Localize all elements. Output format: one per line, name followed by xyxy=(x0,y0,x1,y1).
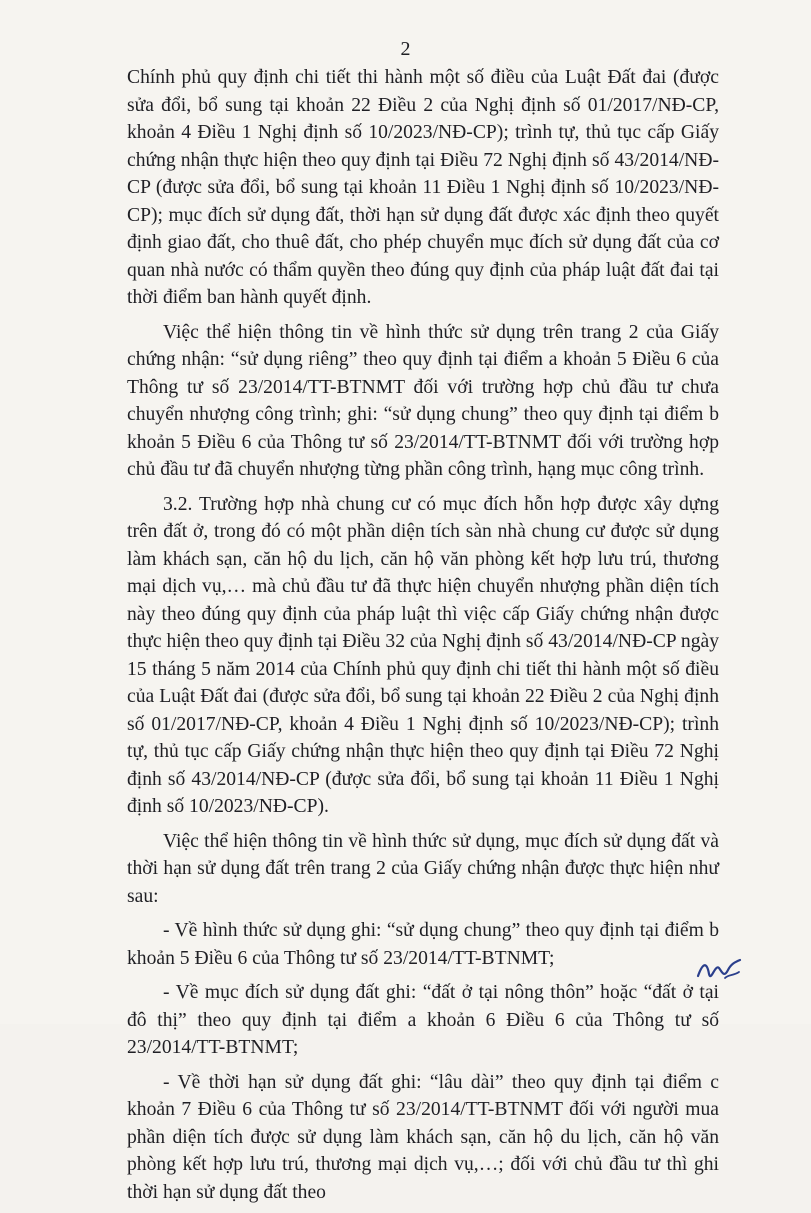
bullet-usage-form: - Về hình thức sử dụng ghi: “sử dụng chung” theo quy định tại điểm b khoản 5 Điều 6 của Thông tư số 23/2014/TT-BTNMT; xyxy=(127,920,719,969)
bullet-land-purpose: - Về mục đích sử dụng đất ghi: “đất ở tại nông thôn” hoặc “đất ở tại đô thị” theo quy định tại điểm a khoản 6 Điều 6 của Thông tư số 23/2014/TT-BTNMT; xyxy=(127,982,719,1058)
page-number: 2 xyxy=(400,38,411,60)
document-body xyxy=(127,64,719,1213)
paragraph-info-display: Việc thể hiện thông tin về hình thức sử dụng, mục đích sử dụng đất và thời hạn sử dụng đất trên trang 2 của Giấy chứng nhận được thực hiện như sau: xyxy=(127,830,719,907)
paragraph-continuation: Chính phủ quy định chi tiết thi hành một số điều của Luật Đất đai (được sửa đổi, bổ sung tại khoản 22 Điều 2 của Nghị định số 01/2017/NĐ-CP, khoản 4 Điều 1 Nghị định số 10/2023/NĐ-CP); trình tự, thủ tục cấp Giấy chứng nhận thực hiện theo quy định tại Điều 72 Nghị định số 43/2014/NĐ-CP (được sửa đổi, bổ sung tại khoản 11 Điều 1 Nghị định số 10/2023/NĐ-CP); mục đích sử dụng đất, thời hạn sử dụng đất được xác định theo quyết định giao đất, cho thuê đất, cho phép chuyển mục đích sử dụng đất của cơ quan nhà nước có thẩm quyền theo đúng quy định của pháp luật đất đai tại thời điểm ban hành quyết định. xyxy=(127,67,719,308)
bullet-land-term: - Về thời hạn sử dụng đất ghi: “lâu dài” theo quy định tại điểm c khoản 7 Điều 6 của Thông tư số 23/2014/TT-BTNMT đối với người mua phần diện tích được sử dụng làm khách sạn, căn hộ du lịch, căn hộ văn phòng kết hợp lưu trú, thương mại dịch vụ,…; đối với chủ đầu tư thì ghi thời hạn sử dụng đất theo xyxy=(127,1071,719,1203)
paragraph-section-3-2: 3.2. Trường hợp nhà chung cư có mục đích hỗn hợp được xây dựng trên đất ở, trong đó có một phần diện tích sàn nhà chung cư được sử dụng làm khách sạn, căn hộ du lịch, căn hộ văn phòng kết hợp lưu trú, thương mại dịch vụ,… mà chủ đầu tư đã thực hiện chuyển nhượng phần diện tích này theo đúng quy định của pháp luật thì việc cấp Giấy chứng nhận được thực hiện theo quy định tại Điều 32 của Nghị định số 43/2014/NĐ-CP ngày 15 tháng 5 năm 2014 của Chính phủ quy định chi tiết thi hành một số điều của Luật Đất đai (được sửa đổi, bổ sung tại khoản 22 Điều 2 của Nghị định số 01/2017/NĐ-CP, khoản 4 Điều 1 Nghị định số 10/2023/NĐ-CP); trình tự, thủ tục cấp Giấy chứng nhận thực hiện theo quy định tại Điều 72 Nghị định số 43/2014/NĐ-CP (được sửa đổi, bổ sung tại khoản 11 Điều 1 Nghị định số 10/2023/NĐ-CP). xyxy=(127,493,719,817)
handwritten-initial-icon xyxy=(695,954,743,984)
paragraph-usage-form: Việc thể hiện thông tin về hình thức sử dụng trên trang 2 của Giấy chứng nhận: “sử dụng riêng” theo quy định tại điểm a khoản 5 Điều 6 của Thông tư số 23/2014/TT-BTNMT đối với trường hợp chủ đầu tư chưa chuyển nhượng công trình; ghi: “sử dụng chung” theo quy định tại điểm b khoản 5 Điều 6 của Thông tư số 23/2014/TT-BTNMT đối với trường hợp chủ đầu tư đã chuyển nhượng từng phần công trình, hạng mục công trình. xyxy=(127,321,719,480)
